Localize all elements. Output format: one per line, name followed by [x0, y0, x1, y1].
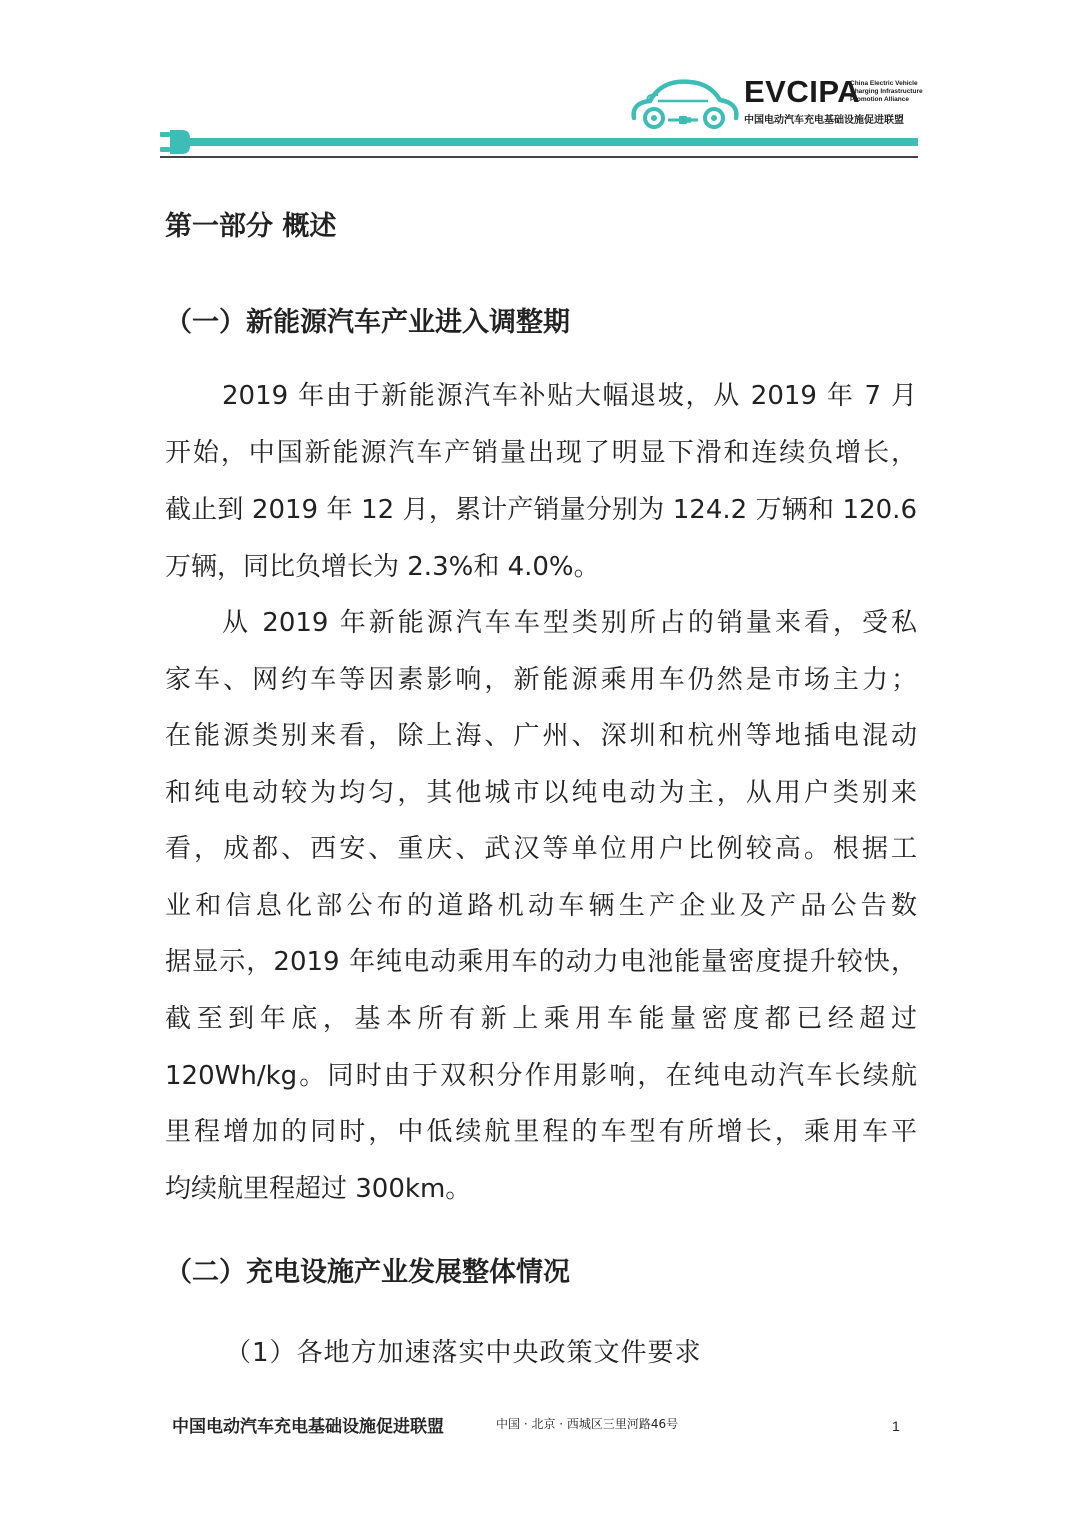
- paragraph-line: 开始，中国新能源汽车产销量出现了明显下滑和连续负增长，: [165, 438, 917, 468]
- paragraph-line: 看，成都、西安、重庆、武汉等单位用户比例较高。根据工: [165, 834, 917, 864]
- paragraph-line: 里程增加的同时，中低续航里程的车型有所增长，乘用车平: [165, 1117, 917, 1147]
- paragraph-line: 从 2019 年新能源汽车车型类别所占的销量来看，受私: [222, 608, 917, 638]
- paragraph-line: 业和信息化部公布的道路机动车辆生产企业及产品公告数: [165, 891, 917, 921]
- paragraph-line: 在能源类别来看，除上海、广州、深圳和杭州等地插电混动: [165, 721, 917, 751]
- footer-organization: 中国电动汽车充电基础设施促进联盟: [172, 1417, 444, 1437]
- brand-chinese-name: 中国电动汽车充电基础设施促进联盟: [744, 115, 904, 126]
- section-heading: （二）充电设施产业发展整体情况: [165, 1257, 570, 1288]
- paragraph-line: 截至到年底，基本所有新上乘用车能量密度都已经超过: [165, 1004, 917, 1034]
- page-number: 1: [892, 1418, 900, 1434]
- paragraph-line: 万辆，同比负增长为 2.3%和 4.0%。: [165, 552, 600, 582]
- paragraph-line: 120Wh/kg。同时由于双积分作用影响，在纯电动汽车长续航: [165, 1061, 917, 1091]
- brand-english-name: China Electric Vehicle Charging Infrastructure Promotion Alliance: [850, 80, 923, 103]
- paragraph-line: 均续航里程超过 300km。: [165, 1174, 472, 1204]
- paragraph-line: 和纯电动较为均匀，其他城市以纯电动为主，从用户类别来: [165, 778, 917, 808]
- car-logo-icon: [628, 74, 740, 132]
- header-logo: [628, 72, 928, 134]
- paragraph-line: 家车、网约车等因素影响，新能源乘用车仍然是市场主力；: [165, 665, 917, 695]
- page-title: 第一部分 概述: [165, 211, 337, 242]
- paragraph-line: 据显示，2019 年纯电动乘用车的动力电池能量密度提升较快，: [165, 947, 917, 977]
- footer-address: 中国 · 北京 · 西城区三里河路46号: [496, 1417, 679, 1431]
- plug-divider-icon: [160, 130, 920, 160]
- paragraph-line: 2019 年由于新能源汽车补贴大幅退坡，从 2019 年 7 月: [222, 381, 917, 411]
- brand-name: EVCIPA: [744, 74, 861, 109]
- subsection-heading: （1）各地方加速落实中央政策文件要求: [225, 1338, 702, 1368]
- section-heading: （一）新能源汽车产业进入调整期: [165, 307, 570, 338]
- paragraph-line: 截止到 2019 年 12 月，累计产销量分别为 124.2 万辆和 120.6: [165, 495, 917, 525]
